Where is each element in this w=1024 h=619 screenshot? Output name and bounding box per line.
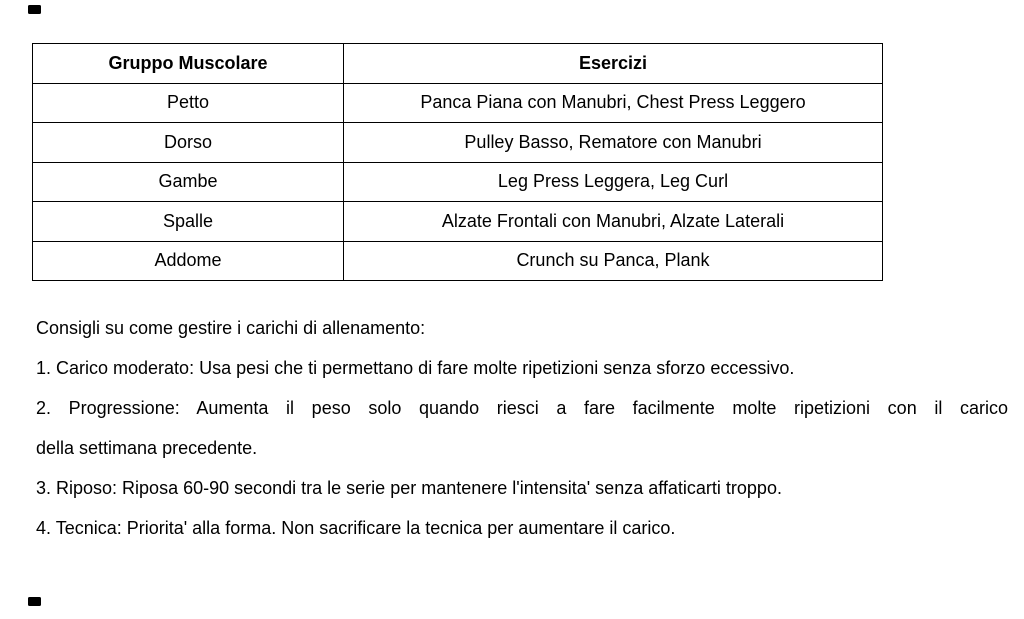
cropped-text-fragment-bottom xyxy=(28,597,41,606)
cell-esercizi: Pulley Basso, Rematore con Manubri xyxy=(344,123,883,163)
tip-2-line-2: della settimana precedente. xyxy=(36,438,258,458)
workout-table xyxy=(32,43,883,281)
table-row xyxy=(33,83,883,123)
cell-gruppo: Gambe xyxy=(33,162,344,202)
advice-section xyxy=(36,308,1008,548)
tip-2-line-1: 2. Progressione: Aumenta il peso solo quando riesci a fare facilmente molte ripetizioni con il carico xyxy=(36,398,1008,418)
table-row xyxy=(33,241,883,281)
cell-gruppo: Addome xyxy=(33,241,344,281)
tip-1-line: 1. Carico moderato: Usa pesi che ti permettano di fare molte ripetizioni senza sforzo eccessivo. xyxy=(36,358,795,378)
tip-3-line: 3. Riposo: Riposa 60-90 secondi tra le serie per mantenere l'intensita' senza affaticarti troppo. xyxy=(36,478,782,498)
column-header-esercizi: Esercizi xyxy=(344,44,883,84)
column-header-gruppo-muscolare: Gruppo Muscolare xyxy=(33,44,344,84)
cell-gruppo: Petto xyxy=(33,83,344,123)
table-row xyxy=(33,162,883,202)
table-row xyxy=(33,123,883,163)
table-row xyxy=(33,202,883,242)
advice-tips-list xyxy=(36,348,1008,548)
cell-esercizi: Panca Piana con Manubri, Chest Press Leggero xyxy=(344,83,883,123)
cell-esercizi: Crunch su Panca, Plank xyxy=(344,241,883,281)
table-header-row xyxy=(33,44,883,84)
advice-intro: Consigli su come gestire i carichi di allenamento: xyxy=(36,318,426,338)
cropped-text-fragment-top xyxy=(28,5,41,14)
cell-esercizi: Leg Press Leggera, Leg Curl xyxy=(344,162,883,202)
tip-4-line: 4. Tecnica: Priorita' alla forma. Non sacrificare la tecnica per aumentare il carico. xyxy=(36,518,676,538)
cell-esercizi: Alzate Frontali con Manubri, Alzate Laterali xyxy=(344,202,883,242)
cell-gruppo: Dorso xyxy=(33,123,344,163)
cell-gruppo: Spalle xyxy=(33,202,344,242)
